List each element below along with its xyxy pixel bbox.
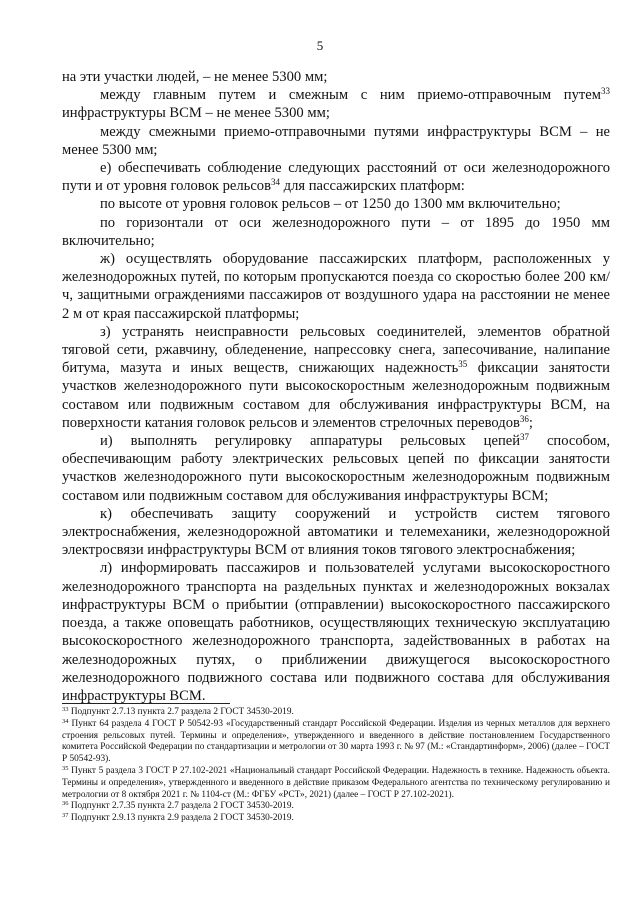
paragraph	[62, 323, 610, 432]
page-number: 5	[316, 38, 324, 53]
footnote-number: 37	[62, 812, 69, 820]
paragraph-text: фиксации занятости участков железнодорожного пути высокоскоростным железнодорожным подвижным составом или подвижным составом для обслуживания инфраструктуры ВСМ, на поверхности катания головок рельсов и элементов стрелочных переводов	[62, 360, 610, 431]
paragraph	[62, 432, 610, 505]
paragraph-text: по высоте от уровня головок рельсов – от 1250 до 1300 мм включительно;	[100, 196, 561, 213]
footnote-text: Подпункт 2.7.13 пункта 2.7 раздела 2 ГОСТ 34530-2019.	[68, 707, 294, 717]
paragraph-text: к) обеспечивать защиту сооружений и устройств систем тягового электроснабжения, железнодорожной автоматики и телемеханики, железнодорожной электросвязи инфраструктуры ВСМ от влияния токов тягового электроснабжения;	[62, 505, 610, 559]
paragraph-text: инфраструктуры ВСМ – не менее 5300 мм;	[62, 105, 330, 122]
paragraph-text: для пассажирских платформ:	[280, 178, 465, 195]
footnote-number: 35	[62, 764, 69, 772]
paragraph	[62, 86, 610, 122]
footnote-ref: 34	[271, 177, 280, 188]
footnote-ref: 33	[601, 86, 610, 97]
footnote	[62, 719, 610, 766]
footnote	[62, 766, 610, 801]
paragraph-text: ж) осуществлять оборудование пассажирских платформ, расположенных у железнодорожных путей, по которым пропускаются поезда со скоростью более 200 км/ч, защитными ограждениями пассажиров от воздушного удара на расстоянии не менее 2 м от края пассажирской платформы;	[62, 251, 610, 322]
paragraph	[62, 195, 610, 213]
paragraph-text: между смежными приемо-отправочными путями инфраструктуры ВСМ – не менее 5300 мм;	[62, 123, 610, 158]
paragraph-text: и) выполнять регулировку аппаратуры рельсовых цепей	[100, 433, 521, 450]
paragraph	[62, 214, 610, 250]
paragraph	[62, 505, 610, 560]
paragraph-text: з) устранять неисправности рельсовых соединителей, элементов обратной тяговой сети, ржавчину, обледенение, напрессовку снега, запесочивание, налипание битума, мазута и иных веществ, снижающих надежность	[62, 323, 610, 377]
footnotes	[62, 707, 610, 825]
footnote-ref: 36	[519, 413, 529, 424]
footnote-number: 34	[62, 717, 69, 725]
paragraph	[62, 159, 610, 195]
document-body	[62, 68, 610, 705]
paragraph	[62, 250, 610, 323]
paragraph-text: е) обеспечивать соблюдение следующих расстояний от оси железнодорожного пути и от уровня головок рельсов	[62, 160, 610, 195]
paragraph-text: л) информировать пассажиров и пользователей услугами высокоскоростного железнодорожного транспорта на раздельных пунктах и железнодорожных вокзалах инфраструктуры ВСМ о прибытии (отправлении) высокоскоростного пассажирского поезда, а также оповещать работников, осуществляющих техническую эксплуатацию высокоскоростного железнодорожного транспорта, задействованных в работах на железнодорожных путях, о приближении движущегося высокоскоростного железнодорожного подвижного состава или подвижного состава для обслуживания инфраструктуры ВСМ.	[62, 560, 610, 704]
footnote-number: 33	[62, 706, 69, 713]
footnote	[62, 707, 610, 719]
paragraph-text: между главным путем и смежным с ним приемо-отправочным путем	[100, 87, 601, 104]
footnote-text: Подпункт 2.9.13 пункта 2.9 раздела 2 ГОСТ 34530-2019.	[68, 813, 294, 824]
paragraph-text: на эти участки людей, – не менее 5300 мм;	[62, 69, 328, 85]
footnote-separator	[62, 703, 230, 704]
footnote-text: Пункт 64 раздела 4 ГОСТ Р 50542-93 «Государственный стандарт Российской Федерации. Изделия из черных металлов для верхнего строения рельсовых путей. Термины и определения», утвержденного и введенного в действие постановлением Государственного комитета Российской Федерации по стандартизации и метрологии от 30 марта 1993 г. № 97 (М.: «Стандартинформ», 2006) (далее – ГОСТ Р 50542-93).	[62, 718, 610, 765]
footnote-text: Пункт 5 раздела 3 ГОСТ Р 27.102-2021 «Национальный стандарт Российской Федерации. Надежность в технике. Надежность объекта. Термины и определения», утвержденного и введенного в действие приказом Федерального агентства по техническому регулированию и метрологии от 8 октября 2021 г. № 1104-ст (М.: ФГБУ «РСТ», 2021) (далее – ГОСТ Р 27.102-2021).	[62, 765, 610, 800]
paragraph	[62, 123, 610, 159]
footnote-ref: 37	[520, 432, 530, 443]
paragraph	[62, 68, 610, 86]
paragraph-text: ;	[528, 414, 533, 431]
paragraph-text: способом, обеспечивающим работу электрических рельсовых цепей по фиксации занятости участков железнодорожного пути высокоскоростным железнодорожным подвижным составом или подвижным составом для обслуживания инфраструктуры ВСМ;	[62, 433, 611, 504]
footnote-text: Подпункт 2.7.35 пункта 2.7 раздела 2 ГОСТ 34530-2019.	[68, 801, 294, 812]
footnote	[62, 801, 610, 813]
footnote	[62, 813, 610, 825]
footnote-number: 36	[62, 800, 69, 808]
paragraph	[62, 559, 610, 705]
footnote-ref: 35	[458, 359, 468, 370]
paragraph-text: по горизонтали от оси железнодорожного пути – от 1895 до 1950 мм включительно;	[62, 214, 610, 249]
